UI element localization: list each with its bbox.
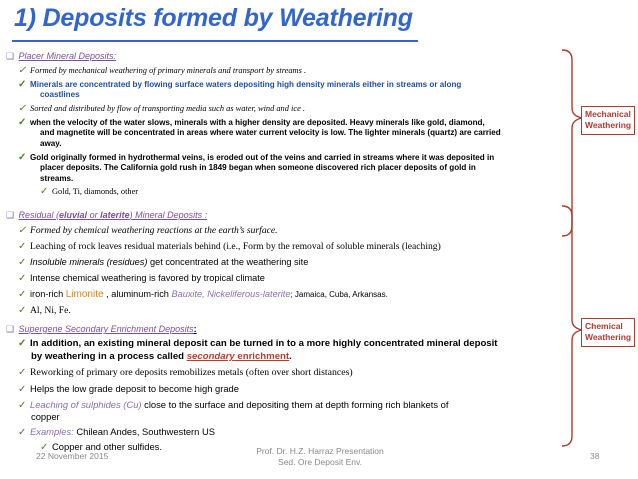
list-item-continuation: placer deposits. The California gold rush in 1849 began when someone discovered rich placer deposits of gold in [40, 163, 476, 172]
square-bullet-icon: ❑ [6, 324, 15, 334]
list-item: ✓ Copper and other sulfides. [40, 441, 162, 453]
chemical-bracket [562, 206, 582, 446]
residual-heading-row [6, 211, 207, 220]
supergene-heading: Supergene Secondary Enrichment Deposits [18, 324, 194, 334]
list-item: ✓ Leaching of rock leaves residual materials behind (i.e., Form by the removal of soluble minerals (leaching) [18, 241, 441, 252]
checkmark-icon: ✓ [18, 65, 27, 76]
list-item-continuation: streams. [40, 174, 74, 183]
list-item: ✓ Al, Ni, Fe. [18, 305, 71, 316]
checkmark-icon: ✓ [18, 257, 27, 268]
placer-heading: Placer Mineral Deposits: [18, 51, 117, 61]
list-item: ✓ Insoluble minerals (residues) get concentrated at the weathering site [18, 257, 309, 268]
list-item-continuation: and magnetite will be concentrated in areas where water current velocity is low. The lighter minerals (quartz) are carried [40, 128, 501, 137]
title-underline [12, 40, 418, 42]
list-item: ✓ when the velocity of the water slows, minerals with a higher density are deposited. Heavy minerals like gold, diamond, [18, 117, 485, 128]
checkmark-icon: ✓ [18, 305, 27, 316]
list-item: ✓ Sorted and distributed by flow of transporting media such as water, wind and ice . [18, 103, 305, 114]
checkmark-icon: ✓ [18, 241, 27, 252]
checkmark-icon: ✓ [18, 273, 27, 284]
list-item: ✓ Reworking of primary ore deposits remobilizes metals (often over short distances) [18, 367, 353, 378]
list-item: ✓ Gold, Ti, diamonds, other [40, 186, 139, 197]
list-item: ✓ Minerals are concentrated by flowing surface waters depositing high density minerals either in streams or along [18, 79, 462, 90]
list-item-continuation: by weathering in a process called secondary enrichment. [31, 351, 292, 362]
footer-author: Prof. Dr. H.Z. Harraz Presentation Sed. Ore Deposit Env. [256, 446, 384, 468]
checkmark-icon: ✓ [18, 79, 27, 90]
list-item-continuation: copper [31, 411, 60, 422]
residual-heading: Residual (eluvial or laterite) Mineral Deposits : [18, 210, 208, 220]
checkmark-icon: ✓ [18, 400, 27, 411]
footer-date: 22 November 2015 [36, 451, 109, 461]
checkmark-icon: ✓ [18, 384, 27, 395]
page-title: 1) Deposits formed by Weathering [14, 4, 413, 32]
list-item: ✓ iron-rich Limonite , aluminum-rich Bauxite, Nickeliferous-laterite; Jamaica, Cuba, Arkansas. [18, 289, 388, 300]
list-item: ✓ In addition, an existing mineral deposit can be turned in to a more highly concentrated mineral deposit [18, 338, 498, 349]
mechanical-weathering-tag: Mechanical Weathering [581, 106, 635, 135]
checkmark-icon: ✓ [18, 338, 27, 349]
list-item: ✓ Leaching of sulphides (Cu) close to the surface and depositing them at depth forming rich blankets of [18, 399, 449, 411]
checkmark-icon: ✓ [18, 367, 27, 378]
supergene-heading-row: ❑ Supergene Secondary Enrichment Deposits: [6, 324, 197, 334]
list-item: ✓ Formed by chemical weathering reactions at the earth’s surface. [18, 225, 278, 236]
square-bullet-icon: ❑ [6, 51, 15, 61]
list-item-continuation: away. [40, 139, 62, 148]
checkmark-icon: ✓ [18, 289, 27, 300]
square-bullet-icon: ❑ [6, 210, 15, 220]
mechanical-bracket [562, 50, 582, 236]
placer-heading-row [6, 52, 116, 61]
list-item: ✓ Examples: Chilean Andes, Southwestern US [18, 426, 215, 438]
list-item: ✓ Gold originally formed in hydrothermal veins, is eroded out of the veins and carried in streams where it was deposited in [18, 152, 495, 163]
list-item: ✓ Helps the low grade deposit to become high grade [18, 383, 239, 395]
checkmark-icon: ✓ [18, 117, 27, 128]
checkmark-icon: ✓ [40, 186, 49, 197]
checkmark-icon: ✓ [18, 225, 27, 236]
list-item: ✓ Formed by mechanical weathering of primary minerals and transport by streams . [18, 65, 307, 76]
list-item: ✓ Intense chemical weathering is favored by tropical climate [18, 273, 265, 284]
page-number: 38 [590, 451, 600, 461]
chemical-weathering-tag: Chemical Weathering [581, 318, 635, 347]
checkmark-icon: ✓ [18, 152, 27, 163]
checkmark-icon: ✓ [40, 442, 49, 453]
list-item-continuation: coastlines [40, 90, 80, 99]
checkmark-icon: ✓ [18, 103, 27, 114]
checkmark-icon: ✓ [18, 427, 27, 438]
